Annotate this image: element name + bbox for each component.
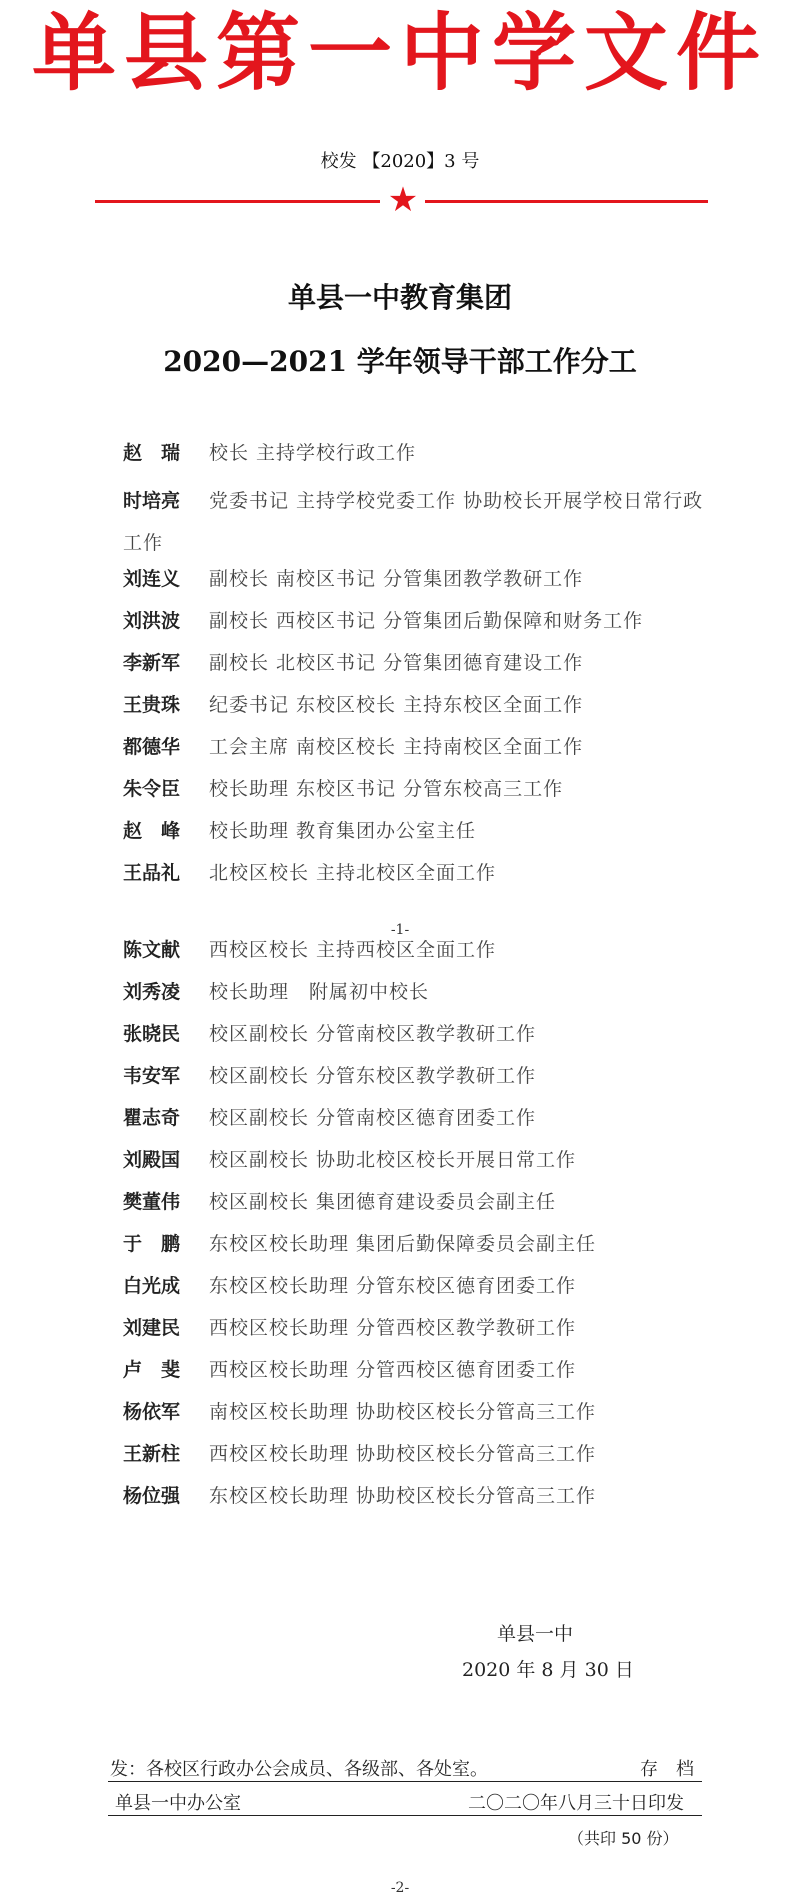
leader-duty: 东校区校长助理 协助校区校长分管高三工作 — [209, 1485, 597, 1507]
assignment-row — [123, 438, 723, 480]
leader-name: 于 鹏 — [123, 1233, 181, 1255]
leader-name: 陈文献 — [123, 939, 181, 961]
assignment-row — [123, 648, 723, 690]
assignment-row — [123, 774, 723, 816]
assignment-row — [123, 690, 723, 732]
assignment-row — [123, 564, 723, 606]
leader-duty: 东校区校长助理 分管东校区德育团委工作 — [209, 1275, 577, 1297]
red-star-icon: ★ — [387, 180, 419, 220]
assignment-row — [123, 1103, 723, 1145]
assignment-row — [123, 1439, 723, 1481]
leader-name: 王贵珠 — [123, 694, 181, 716]
title-line-1: 单县一中教育集团 — [287, 281, 512, 314]
assignment-list-page-1 — [123, 438, 723, 900]
assignment-row — [123, 858, 723, 900]
leader-name: 刘秀凌 — [123, 981, 181, 1003]
leader-name: 王品礼 — [123, 862, 181, 884]
page-number-1: -1- — [390, 922, 410, 938]
leader-duty: 西校区校长助理 协助校区校长分管高三工作 — [209, 1443, 597, 1465]
leader-name: 韦安军 — [123, 1065, 181, 1087]
assignment-row — [123, 1061, 723, 1103]
assignment-row — [123, 1019, 723, 1061]
leader-name: 赵 峰 — [123, 820, 181, 842]
leader-duty: 校区副校长 分管南校区教学教研工作 — [209, 1023, 537, 1045]
leader-duty: 副校长 南校区书记 分管集团教学教研工作 — [209, 568, 584, 590]
leader-name: 杨依军 — [123, 1401, 181, 1423]
leader-name: 都德华 — [123, 736, 181, 758]
assignment-row — [123, 1397, 723, 1439]
assignment-row — [123, 1187, 723, 1229]
issuing-office: 单县一中办公室 — [115, 1793, 241, 1814]
leader-duty: 党委书记 主持学校党委工作 协助校长开展学校日常行政工作 — [123, 490, 704, 554]
leader-name: 李新军 — [123, 652, 181, 674]
signature-date: 2020 年 8 月 30 日 — [462, 1659, 634, 1681]
leader-duty: 校长助理 附属初中校长 — [209, 981, 430, 1003]
assignment-row — [123, 977, 723, 1019]
red-divider-left — [95, 200, 380, 203]
assignment-row — [123, 1481, 723, 1523]
leader-name: 刘建民 — [123, 1317, 181, 1339]
print-date: 二〇二〇年八月三十日印发 — [468, 1793, 684, 1814]
assignment-row — [123, 1271, 723, 1313]
leader-duty: 西校区校长助理 分管西校区教学教研工作 — [209, 1317, 577, 1339]
leader-duty: 校区副校长 集团德育建设委员会副主任 — [209, 1191, 557, 1213]
leader-duty: 西校区校长助理 分管西校区德育团委工作 — [209, 1359, 577, 1381]
leader-name: 刘殿国 — [123, 1149, 181, 1171]
leader-duty: 校区副校长 分管东校区教学教研工作 — [209, 1065, 537, 1087]
assignment-row — [123, 935, 723, 977]
footer-rule-bottom — [108, 1815, 702, 1816]
assignment-row — [123, 1229, 723, 1271]
assignment-list-page-2 — [123, 935, 723, 1523]
leader-name: 刘连义 — [123, 568, 181, 590]
leader-name: 白光成 — [123, 1275, 181, 1297]
leader-name: 张晓民 — [123, 1023, 181, 1045]
leader-name: 王新柱 — [123, 1443, 181, 1465]
distribution-list: 发：各校区行政办公会成员、各级部、各处室。 — [110, 1759, 488, 1780]
leader-name: 时培亮 — [123, 490, 181, 512]
leader-duty: 校长 主持学校行政工作 — [209, 442, 417, 464]
leader-duty: 南校区校长助理 协助校区校长分管高三工作 — [209, 1401, 597, 1423]
signature-org: 单县一中 — [497, 1623, 574, 1645]
leader-name: 朱令臣 — [123, 778, 181, 800]
leader-duty: 校长助理 东校区书记 分管东校高三工作 — [209, 778, 564, 800]
leader-name: 瞿志奇 — [123, 1107, 181, 1129]
leader-duty: 西校区校长 主持西校区全面工作 — [209, 939, 497, 961]
footer-rule-top — [108, 1781, 702, 1782]
leader-name: 刘洪波 — [123, 610, 181, 632]
leader-duty: 副校长 北校区书记 分管集团德育建设工作 — [209, 652, 584, 674]
title-line-2: 2020—2021 学年领导干部工作分工 — [163, 345, 637, 378]
leader-duty: 东校区校长助理 集团后勤保障委员会副主任 — [209, 1233, 597, 1255]
assignment-row — [123, 1355, 723, 1397]
assignment-row — [123, 1313, 723, 1355]
page-number-2: -2- — [390, 1880, 410, 1896]
assignment-row — [123, 1145, 723, 1187]
assignment-row — [123, 816, 723, 858]
archive-note: 存 档 — [640, 1759, 694, 1780]
copies-count: （共印 50 份） — [568, 1829, 679, 1848]
leader-duty: 工会主席 南校区校长 主持南校区全面工作 — [209, 736, 584, 758]
assignment-row — [123, 480, 723, 564]
red-divider-right — [425, 200, 708, 203]
leader-name: 赵 瑞 — [123, 442, 181, 464]
leader-duty: 副校长 西校区书记 分管集团后勤保障和财务工作 — [209, 610, 644, 632]
assignment-row — [123, 606, 723, 648]
assignment-row — [123, 732, 723, 774]
leader-name: 樊董伟 — [123, 1191, 181, 1213]
leader-name: 卢 斐 — [123, 1359, 181, 1381]
document-number: 校发 【2020】3 号 — [320, 151, 480, 172]
leader-duty: 纪委书记 东校区校长 主持东校区全面工作 — [209, 694, 584, 716]
leader-duty: 北校区校长 主持北校区全面工作 — [209, 862, 497, 884]
leader-duty: 校区副校长 分管南校区德育团委工作 — [209, 1107, 537, 1129]
leader-duty: 校长助理 教育集团办公室主任 — [209, 820, 477, 842]
leader-name: 杨位强 — [123, 1485, 181, 1507]
leader-duty: 校区副校长 协助北校区校长开展日常工作 — [209, 1149, 577, 1171]
document-masthead: 单县第一中学文件 — [31, 2, 768, 102]
